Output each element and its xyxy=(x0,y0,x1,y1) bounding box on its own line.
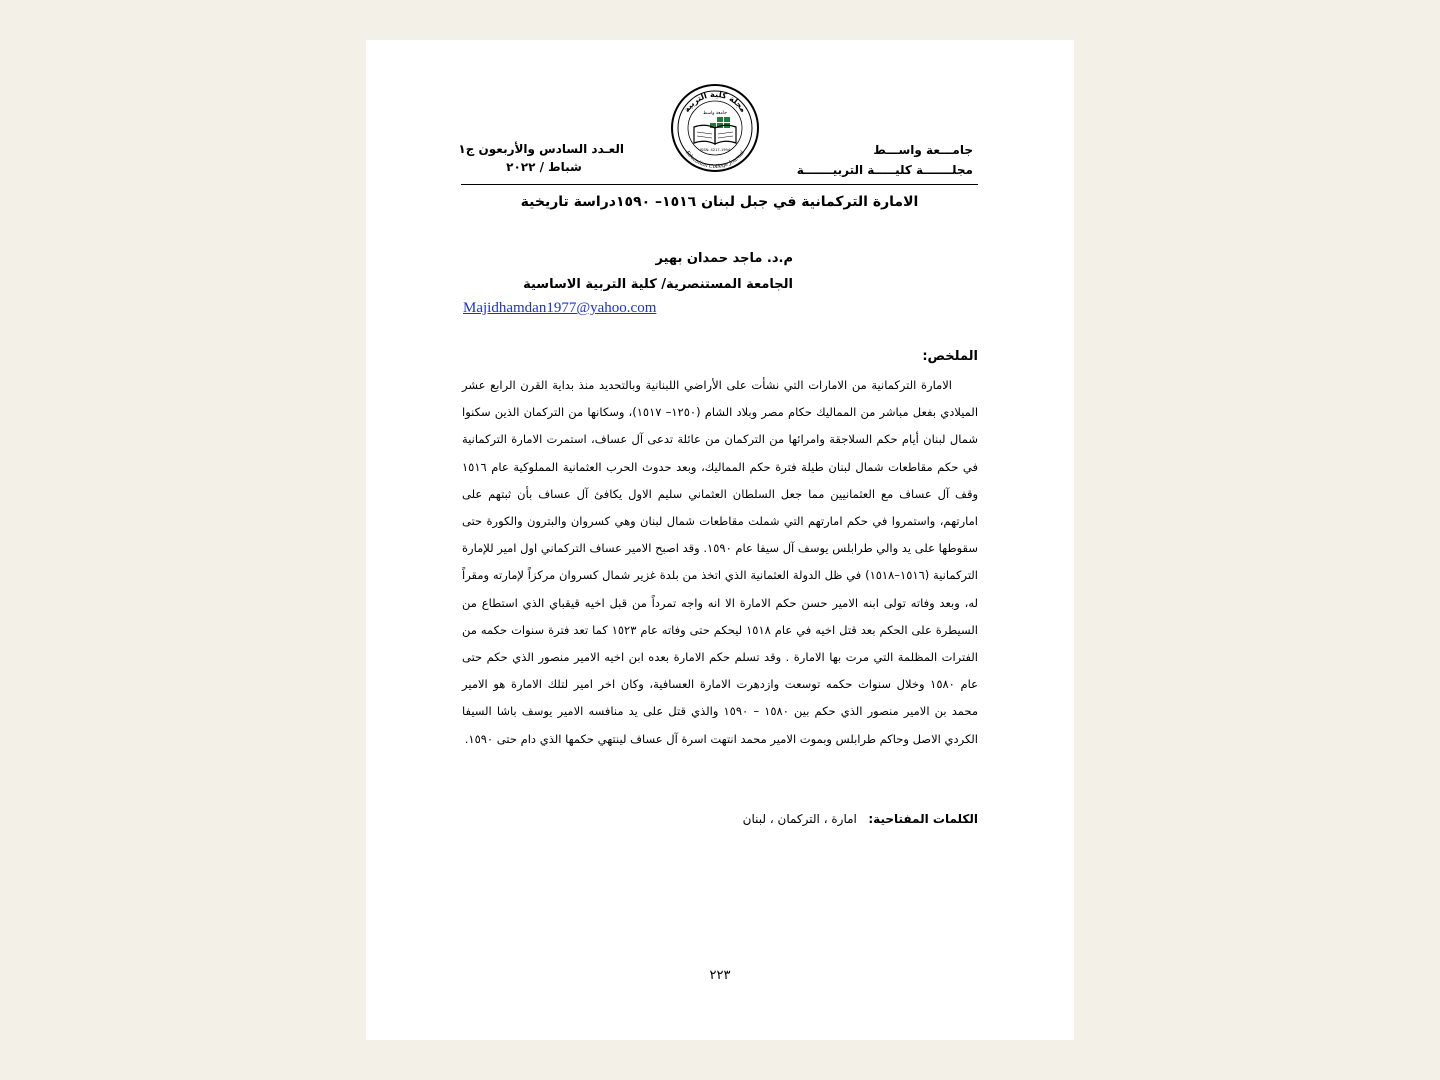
article-title: الامارة التركمانية في جبل لبنان ١٥١٦– ١٥٩٠دراسة تاريخية xyxy=(520,194,919,210)
abstract-heading: الملخص: xyxy=(922,349,978,364)
logo-top-text: مجلة كلية التربية xyxy=(682,89,748,114)
keywords-values: امارة ، التركمان ، لبنان xyxy=(742,812,857,826)
author-affiliation: الجامعة المستنصرية/ كلية التربية الاساسية xyxy=(523,277,793,292)
logo-issn-text: ISSN: 4217-1994 xyxy=(699,148,731,152)
document-page xyxy=(366,40,1074,1040)
header-issue xyxy=(458,140,624,176)
logo-middle-text: جامعة واسط xyxy=(702,111,728,116)
page-number: ٢٢٣ xyxy=(709,968,731,983)
author-block xyxy=(463,246,793,318)
author-email-link[interactable]: Majidhamdan1977@yahoo.com xyxy=(463,300,657,316)
abstract-body: الامارة التركمانية من الامارات التي نشأت على الأراضي اللبنانية وبالتحديد منذ بداية القرن الرابع عشر الميلادي بفعل مباشر من المماليك حكام مصر وبلاد الشام (١٢٥٠– ١٥١٧)، وسكانها من التركمان الذين سكنوا شمال لبنان أيام حكم السلاجقة وامرائها من التركمان من عائلة تدعى آل عساف، استمرت الامارة التركمانية في حكم مقاطعات شمال لبنان طيلة فترة حكم المماليك، وبعد حدوث الحرب العثمانية المملوكية عام ١٥١٦ وقف آل عساف مع العثمانيين مما جعل السلطان العثماني سليم الاول يكافئ آل عساف بأن ثبتهم على امارتهم، واستمروا في حكم امارتهم التي شملت مقاطعات شمال لبنان وهي كسروان والبترون والكورة حتى سقوطها على يد والي طرابلس يوسف آل سيفا عام ١٥٩٠. وقد اصبح الامير عساف التركماني اول امير للإمارة التركمانية (١٥١٦–١٥١٨) في ظل الدولة العثمانية الذي اتخذ من بلدة غزير شمال كسروان مركزاً لإمارته ومقراً له، وبعد وفاته تولى ابنه الامير حسن حكم الامارة الا انه واجه تمرداً من قبل اخيه قيقباي الذي استطاع من السيطرة على الحكم بعد قتل اخيه في عام ١٥١٨ ليحكم حتى وفاته عام ١٥٢٣ كما تعد فترة سنوات حكمه من الفترات المظلمة التي مرت بها الامارة . وقد تسلم حكم الامارة بعده ابن اخيه الامير منصور الذي حكم حتى عام ١٥٨٠ وخلال سنوات حكمه توسعت وازدهرت الامارة العسافية، وكان اخر امير لتلك الامارة هو الامير محمد بن الامير منصور الذي حكم بين ١٥٨٠ – ١٥٩٠ والذي قتل على يد منافسه الامير يوسف باشا السيفا الكردي الاصل وحاكم طرابلس وبموت الامير محمد انتهت اسرة آل عساف لينتهي حكمها الذي دام حتى ١٥٩٠. xyxy=(462,378,979,746)
issue-number: العـدد السادس والأربعون ج١ xyxy=(458,142,624,156)
issue-date: شباط / ٢٠٢٢ xyxy=(506,160,582,174)
journal-name: مجلـــــــة كليـــــة التربيـــــــة xyxy=(796,163,973,177)
header-institution xyxy=(797,140,973,180)
journal-logo-icon xyxy=(670,83,760,173)
logo-bottom-text: Education College Journal xyxy=(684,149,746,171)
university-name: جامـــعة واســـط xyxy=(873,143,973,157)
header-divider xyxy=(461,184,978,185)
author-name: م.د. ماجد حمدان بهير xyxy=(655,251,793,266)
journal-header xyxy=(458,83,978,183)
keywords-line xyxy=(743,808,978,830)
keywords-label: الكلمات المفتاحية: xyxy=(868,812,978,826)
